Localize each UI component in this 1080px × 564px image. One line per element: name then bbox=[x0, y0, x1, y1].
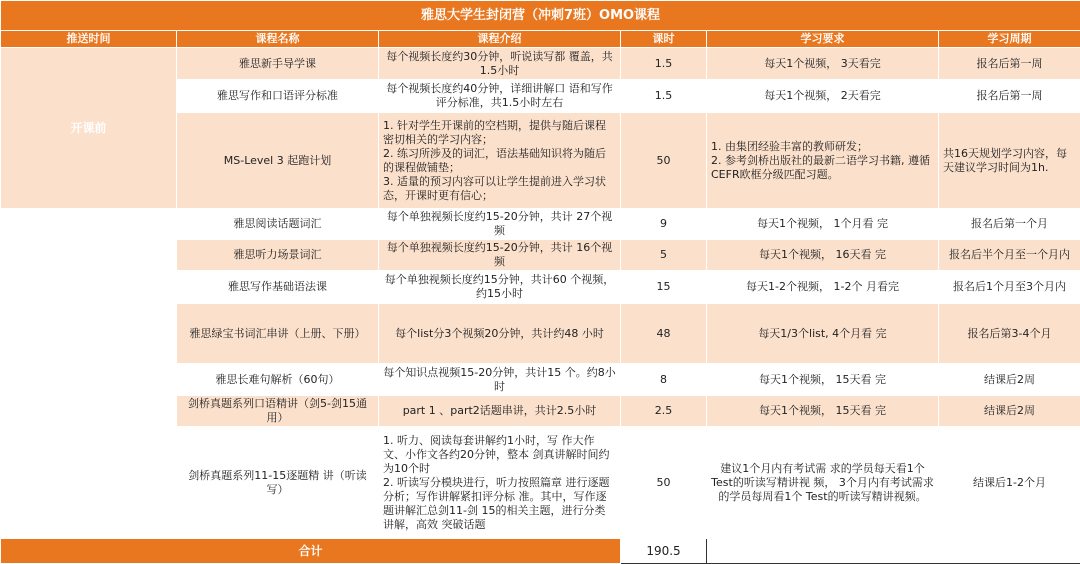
requirement-line: 2. 参考剑桥出版社的最新二语学习书籍, 遵循CEFR欧框分级匹配习题。 bbox=[711, 154, 934, 182]
course-intro: 每个单独视频长度约15分钟，共计60 个视频，约15小时 bbox=[379, 271, 621, 304]
course-name: 雅思写作和口语评分标准 bbox=[177, 80, 379, 113]
header-time: 推送时间 bbox=[1, 31, 177, 48]
course-period: 报名后第一个月 bbox=[939, 209, 1080, 240]
course-name: 剑桥真题系列口语精讲（剑5-剑15通用） bbox=[177, 396, 379, 427]
table-title: 雅思大学生封闭营（冲刺7班）OMO课程 bbox=[1, 1, 1080, 31]
course-period: 结课后1-2个月 bbox=[939, 427, 1080, 539]
course-requirement: 每天1个视频， 1个月看 完 bbox=[707, 209, 939, 240]
course-hours: 50 bbox=[621, 427, 707, 539]
course-requirement: 每天1个视频， 16天看 完 bbox=[707, 240, 939, 271]
table-row bbox=[1, 209, 1080, 240]
course-period: 报名后第一周 bbox=[939, 80, 1080, 113]
header-intro: 课程介绍 bbox=[379, 31, 621, 48]
course-intro: 每个单独视频长度约15-20分钟，共计 16个视频 bbox=[379, 240, 621, 271]
header-period: 学习周期 bbox=[939, 31, 1080, 48]
course-hours: 8 bbox=[621, 364, 707, 396]
table-row bbox=[1, 364, 1080, 396]
course-name: MS-Level 3 起跑计划 bbox=[177, 113, 379, 209]
course-hours: 1.5 bbox=[621, 48, 707, 80]
phase-before: 开课前 bbox=[1, 48, 177, 209]
course-requirement: 每天1/3个list, 4个月看 完 bbox=[707, 304, 939, 364]
course-intro: 每个视频长度约40分钟，详细讲解口 语和写作评分标准，共1.5小时左右 bbox=[379, 80, 621, 113]
course-intro: 每个list分3个视频20分钟，共计约48 小时 bbox=[379, 304, 621, 364]
course-requirement bbox=[707, 113, 939, 209]
course-name: 雅思写作基础语法课 bbox=[177, 271, 379, 304]
header-hours: 课时 bbox=[621, 31, 707, 48]
course-intro bbox=[379, 427, 621, 539]
course-hours: 48 bbox=[621, 304, 707, 364]
header-requirement: 学习要求 bbox=[707, 31, 939, 48]
header-name: 课程名称 bbox=[177, 31, 379, 48]
intro-line: 3. 适量的预习内容可以让学生提前进入学习状态，开课时更有信心； bbox=[383, 175, 616, 203]
total-value: 190.5 bbox=[621, 539, 707, 564]
course-name: 雅思新手导学课 bbox=[177, 48, 379, 80]
intro-line: 2. 练习所涉及的词汇，语法基础知识将为随后的课程做铺垫； bbox=[383, 147, 616, 175]
course-period: 报名后1个月至3个月内 bbox=[939, 271, 1080, 304]
course-period: 结课后2周 bbox=[939, 396, 1080, 427]
course-requirement: 每天1个视频， 2天看完 bbox=[707, 80, 939, 113]
course-requirement: 建议1个月内有考试需 求的学员每天看1个Test的听读写精讲视 频， 3个月内有考试需求的学员每周看1个 Test的听读写精讲视频。 bbox=[707, 427, 939, 539]
total-label: 合计 bbox=[1, 539, 621, 564]
course-hours: 5 bbox=[621, 240, 707, 271]
course-intro: part 1 、part2话题串讲，共计2.5小时 bbox=[379, 396, 621, 427]
course-requirement: 每天1-2个视频， 1-2个 月看完 bbox=[707, 271, 939, 304]
course-intro: 每个单独视频长度约15-20分钟，共计 27个视频 bbox=[379, 209, 621, 240]
course-period: 结课后2周 bbox=[939, 364, 1080, 396]
course-requirement: 每天1个视频， 15天看 完 bbox=[707, 364, 939, 396]
table-row bbox=[1, 48, 1080, 80]
total-empty-cell bbox=[707, 539, 1080, 564]
course-intro: 每个知识点视频15-20分钟，共计15 个。约8小时 bbox=[379, 364, 621, 396]
course-period: 报名后第3-4个月 bbox=[939, 304, 1080, 364]
course-requirement: 每天1个视频， 15天看 完 bbox=[707, 396, 939, 427]
course-period: 报名后第一周 bbox=[939, 48, 1080, 80]
intro-line: 2. 听读写分模块进行，听力按照篇章 进行逐题分析；写作讲解紧扣评分标 准。其中，写作逐题讲解汇总剑11-剑 15的相关主题，进行分类讲解，高效 突破话题 bbox=[383, 476, 616, 532]
course-intro bbox=[379, 113, 621, 209]
course-period: 共16天规划学习内容，每天建议学习时间为1h. bbox=[939, 113, 1080, 209]
course-period: 报名后半个月至一个月内 bbox=[939, 240, 1080, 271]
course-name: 雅思听力场景词汇 bbox=[177, 240, 379, 271]
phase-during: 行课中 bbox=[1, 209, 177, 364]
course-hours: 1.5 bbox=[621, 80, 707, 113]
course-requirement: 每天1个视频， 3天看完 bbox=[707, 48, 939, 80]
course-hours: 9 bbox=[621, 209, 707, 240]
course-name: 剑桥真题系列11-15逐题精 讲（听读写） bbox=[177, 427, 379, 539]
total-row bbox=[1, 539, 1080, 564]
course-intro: 每个视频长度约30分钟，听说读写都 覆盖，共1.5小时 bbox=[379, 48, 621, 80]
course-hours: 50 bbox=[621, 113, 707, 209]
course-hours: 2.5 bbox=[621, 396, 707, 427]
intro-line: 1. 听力、阅读每套讲解约1小时，写 作大作文、小作文各约20分钟，整本 剑真讲解时间约为10个时 bbox=[383, 434, 616, 476]
intro-line: 1. 针对学生开课前的空档期，提供与随后课程密切相关的学习内容； bbox=[383, 119, 616, 147]
phase-after: 结课后 bbox=[1, 364, 177, 539]
course-hours: 15 bbox=[621, 271, 707, 304]
course-name: 雅思绿宝书词汇串讲（上册、下册） bbox=[177, 304, 379, 364]
course-name: 雅思阅读话题词汇 bbox=[177, 209, 379, 240]
course-name: 雅思长难句解析（60句） bbox=[177, 364, 379, 396]
requirement-line: 1. 由集团经验丰富的教师研发； bbox=[711, 140, 934, 154]
